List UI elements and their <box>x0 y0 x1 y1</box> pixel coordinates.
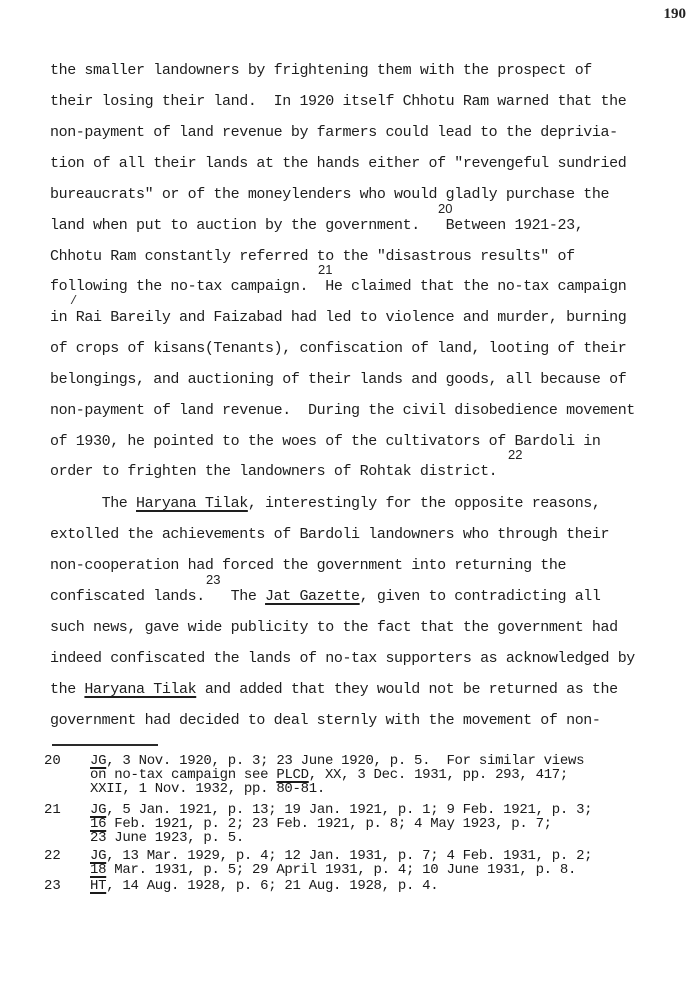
footnote-separator <box>52 744 158 746</box>
paragraph-2-line-3: non-cooperation had forced the government into returning the <box>50 557 567 574</box>
footnote-number: 22 <box>44 848 61 864</box>
paragraph-2-line-1: The Haryana Tilak, interestingly for the opposite reasons, <box>50 495 601 512</box>
body-line: belongings, and auctioning of their lands and goods, all because of <box>50 371 627 388</box>
footnote-abbr: HT <box>90 878 107 894</box>
footnote-number: 23 <box>44 878 61 894</box>
publication-title-haryana-tilak: Haryana Tilak <box>136 495 248 512</box>
paragraph-2-line-8: government had decided to deal sternly with the movement of non- <box>50 712 601 729</box>
document-page: 190 the smaller landowners by frightening them with the prospect of their losing their land. In 1920 itself Chhotu Ram warned that the non-payment of land revenue by farmers could lead to the deprivia- tion of all their lands at the hands either of "revengeful sundried bureaucrats" or of the moneylenders who would gladly purchase the 20 land when put to auction by the government. Between 1921-23, Chhotu Ram constantly referred to the "disastrous results" of 21 following the no-tax campaign. He claimed that the no-tax campaign / in Rai Bareily and Faizabad had led to violence and murder, burning of crops of kisans(Tenants), confiscation of land, looting of their belongings, and auctioning of their lands and goods, all because of non-payment of land revenue. During the civil disobedience movement of 1930, he pointed to the woes of the cultivators of Bardoli in 22 order to frighten the landowners of Rohtak district. The Haryana Tilak, interestingly for the opposite reasons, extolled the achievements of Bardoli landowners who through their non-cooperation had forced the government into returning the 23 confiscated lands. The Jat Gazette, given to contradicting all such news, gave wide publicity to the fact that the government had indeed confiscated the lands of no-tax supporters as acknowledged by the Haryana Tilak and added that they would not be returned as the government had decided to deal sternly with the movement of non- 20 JG, 3 Nov. 1920, p. 3; 23 June 1920, p. 5. For similar views on no-tax campaign see PLCD, XX, 3 Dec. 1931, pp. 293, 417; XXII, 1 Nov. 1932, pp. 80-81. 21 JG, 5 Jan. 1921, p. 13; 19 Jan. 1921, p. 1; 9 Feb. 1921, p. 3; 16 Feb. 1921, p. 2; 23 Feb. 1921, p. 8; 4 May 1923, p. 7; 23 June 1923, p. 5. 22 JG, 13 Mar. 1929, p. 4; 12 Jan. 1931, p. 7; 4 Feb. 1931, p. 2; 18 Mar. 1931, p. 5; 29 April 1931, p. 4; 10 June 1931, p. 8. 23 HT, 14 Aug. 1928, p. 6; 21 Aug. 1928, p. 4. <box>44 6 686 894</box>
paragraph-2-line-5: such news, gave wide publicity to the fact that the government had <box>50 619 618 636</box>
margin-mark: / <box>70 294 78 308</box>
footnote-abbr: JG <box>90 802 107 818</box>
paragraph-2-line-2: extolled the achievements of Bardoli landowners who through their <box>50 526 610 543</box>
body-line: non-payment of land revenue. During the civil disobedience movement <box>50 402 635 419</box>
body-line: the smaller landowners by frightening them with the prospect of <box>50 62 592 79</box>
footnote-number: 21 <box>44 802 61 818</box>
footnote-abbr: PLCD <box>276 767 309 783</box>
footnote-abbr: JG <box>90 753 107 769</box>
paragraph-2-line-4: confiscated lands. The Jat Gazette, given to contradicting all <box>50 588 601 605</box>
body-line: following the no-tax campaign. He claimed that the no-tax campaign <box>50 278 627 295</box>
body-line: in Rai Bareily and Faizabad had led to violence and murder, burning <box>50 309 627 326</box>
body-line: bureaucrats" or of the moneylenders who would gladly purchase the <box>50 186 610 203</box>
footnote-ref-21: 21 <box>318 262 333 277</box>
paragraph-2-line-7: the Haryana Tilak and added that they would not be returned as the <box>50 681 618 698</box>
body-line: land when put to auction by the government. Between 1921-23, <box>50 217 584 234</box>
body-line: order to frighten the landowners of Rohtak district. <box>50 463 498 480</box>
footnote-ref-22: 22 <box>508 447 523 462</box>
body-line: tion of all their lands at the hands either of "revengeful sundried <box>50 155 627 172</box>
publication-title-jat-gazette: Jat Gazette <box>265 588 360 605</box>
body-line: non-payment of land revenue by farmers could lead to the deprivia- <box>50 124 618 141</box>
footnote-ref-23: 23 <box>206 572 221 587</box>
body-line: of crops of kisans(Tenants), confiscation of land, looting of their <box>50 340 627 357</box>
footnote-ref-20: 20 <box>438 201 453 216</box>
footnote-abbr: JG <box>90 848 107 864</box>
publication-title-haryana-tilak: Haryana Tilak <box>84 681 197 698</box>
page-number: 190 <box>663 6 686 22</box>
footnote-number: 20 <box>44 753 61 769</box>
body-line: their losing their land. In 1920 itself Chhotu Ram warned that the <box>50 93 627 110</box>
body-line: of 1930, he pointed to the woes of the cultivators of Bardoli in <box>50 433 601 450</box>
body-line: Chhotu Ram constantly referred to the "disastrous results" of <box>50 248 575 265</box>
paragraph-2-line-6: indeed confiscated the lands of no-tax supporters as acknowledged by <box>50 650 635 667</box>
